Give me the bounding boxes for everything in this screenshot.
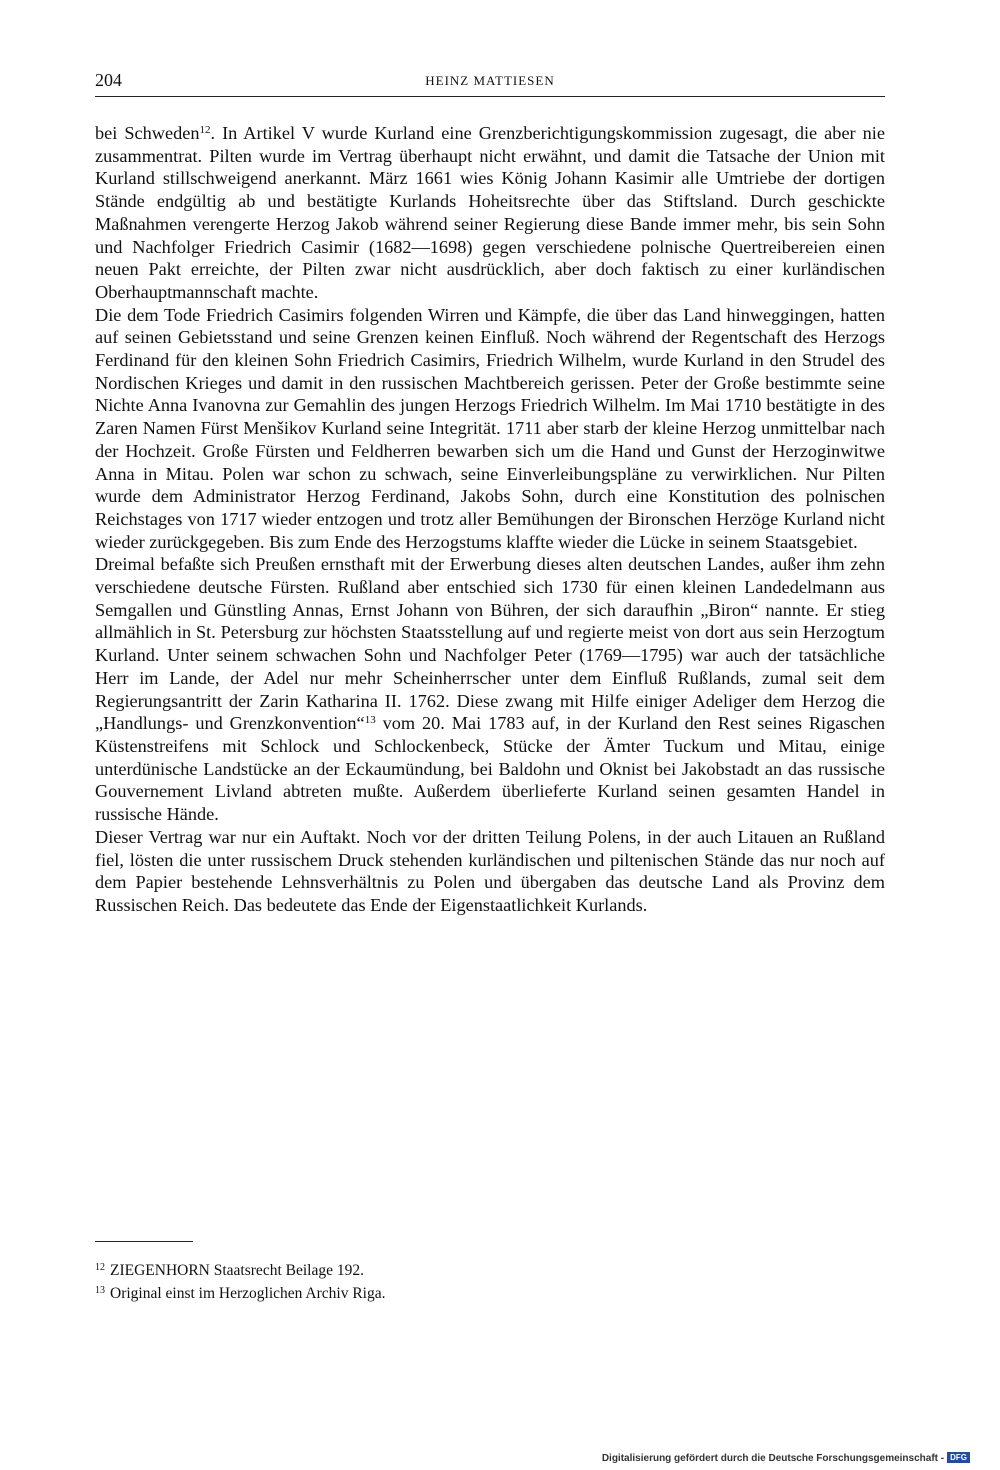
- paragraph: Dieser Vertrag war nur ein Auftakt. Noch vor der dritten Teilung Polens, in der auch Litauen an Rußland fiel, lösten die unter russischem Druck stehenden kurländischen und piltenischen Stände das nur noch auf dem Papier bestehende Lehnsverhältnis zu Polen und übergaben das deutsche Land als Provinz dem Russischen Reich. Das bedeutete das Ende der Eigenstaatlichkeit Kurlands.: [95, 826, 885, 915]
- page-number: 204: [95, 70, 122, 90]
- footnotes: [95, 1258, 885, 1304]
- footnote-mark: 13: [95, 1285, 105, 1296]
- dfg-logo: DFG: [947, 1452, 970, 1463]
- paragraph: bei Schweden$^{12}$. In Artikel V wurde Kurland eine Grenzberichtigungskommission zugesagt, die aber nie zusammentrat. Pilten wurde im Vertrag überhaupt nicht erwähnt, und damit die Tatsache der Union mit Kurland stillschweigend anerkannt. März 1661 wies König Johann Kasimir alle Umtriebe der dortigen Stände endgültig ab und bestätigte Kurlands Hoheitsrechte über das Stiftsland. Durch geschickte Maßnahmen verengerte Herzog Jakob während seiner Regierung diese Bande immer mehr, bis sein Sohn und Nachfolger Friedrich Casimir (1682—1698) gegen verschiedene polnische Quertreibereien einen neuen Pakt erreichte, der Pilten zwar nicht ausdrücklich, aber doch faktisch zu einer kurländischen Oberhauptmannschaft machte.: [95, 123, 885, 302]
- footnote-reference[interactable]: 13: [364, 714, 376, 727]
- body-text: [95, 122, 885, 917]
- page-header: [95, 70, 885, 97]
- digitization-credit: [602, 1452, 970, 1464]
- running-head: HEINZ MATTIESEN: [425, 73, 555, 88]
- credit-text: Digitalisierung gefördert durch die Deutsche Forschungsgemeinschaft -: [601, 1453, 945, 1464]
- footnote: [95, 1258, 885, 1281]
- paragraph: Dreimal befaßte sich Preußen ernsthaft mit der Erwerbung dieses alten deutschen Landes, außer ihm zehn verschiedene deutsche Fürsten. Rußland aber entschied sich 1730 für einen kleinen Landedelmann aus Semgallen und Günstling Annas, Ernst Johann von Bühren, der sich daraufhin „Biron“ nannte. Er stieg allmählich in St. Petersburg zur höchsten Staatsstellung auf und regierte meist von dort aus sein Herzogtum Kurland. Unter seinem schwachen Sohn und Nachfolger Peter (1769—1795) war auch der tatsächliche Herr im Lande, der Adel nur mehr Scheinherrscher unter dem Einfluß Rußlands, zumal seit dem Regierungsantritt der Zarin Katharina II. 1762. Diese zwang mit Hilfe einiger Adeliger dem Herzog die „Handlungs- und Grenzkonvention“$^{13}$ vom 20. Mai 1783 auf, in der Kurland den Rest seines Rigaschen Küstenstreifens mit Schlock und Schlockenbeck, Stücke der Ämter Tuckum und Mitau, einige unterdünische Landstücke an der Eckaumündung, bei Baldohn und Oknist bei Jakobstadt an das russische Gouvernement Livland abtreten mußte. Außerdem überlieferte Kurland seinen gesamten Handel in russische Hände.: [95, 554, 886, 825]
- footnote-text: Original einst im Herzoglichen Archiv Riga.: [110, 1285, 386, 1302]
- footnote-reference[interactable]: 12: [199, 124, 211, 136]
- footnote-mark: 12: [95, 1262, 105, 1273]
- footnote-divider: [95, 1241, 193, 1242]
- footnote-text: ZIEGENHORN Staatsrecht Beilage 192.: [110, 1262, 364, 1279]
- paragraph: Die dem Tode Friedrich Casimirs folgenden Wirren und Kämpfe, die über das Land hinweggingen, hatten auf seinen Gebietsstand und seine Grenzen keinen Einfluß. Noch während der Regentschaft des Herzogs Ferdinand für den kleinen Sohn Friedrich Casimirs, Friedrich Wilhelm, wurde Kurland in den Strudel des Nordischen Krieges und damit in den russischen Machtbereich gerissen. Peter der Große bestimmte seine Nichte Anna Ivanovna zur Gemahlin des jungen Herzogs Friedrich Wilhelm. Im Mai 1710 bestätigte in des Zaren Namen Fürst Menšikov Kurland seine Integrität. 1711 aber starb der kleine Herzog unmittelbar nach der Hochzeit. Große Fürsten und Feldherren bewarben sich um die Hand und Gunst der Herzoginwitwe Anna in Mitau. Polen war schon zu schwach, seine Einverleibungspläne zu verwirklichen. Nur Pilten wurde dem Administrator Herzog Ferdinand, Jakobs Sohn, durch eine Konstitution des polnischen Reichstages von 1717 wieder entzogen und trotz aller Bemühungen der Bironschen Herzöge Kurland nicht wieder zurückgegeben. Bis zum Ende des Herzogstums klaffte wieder die Lücke in seinem Staatsgebiet.: [95, 304, 885, 552]
- footnote: [95, 1281, 885, 1304]
